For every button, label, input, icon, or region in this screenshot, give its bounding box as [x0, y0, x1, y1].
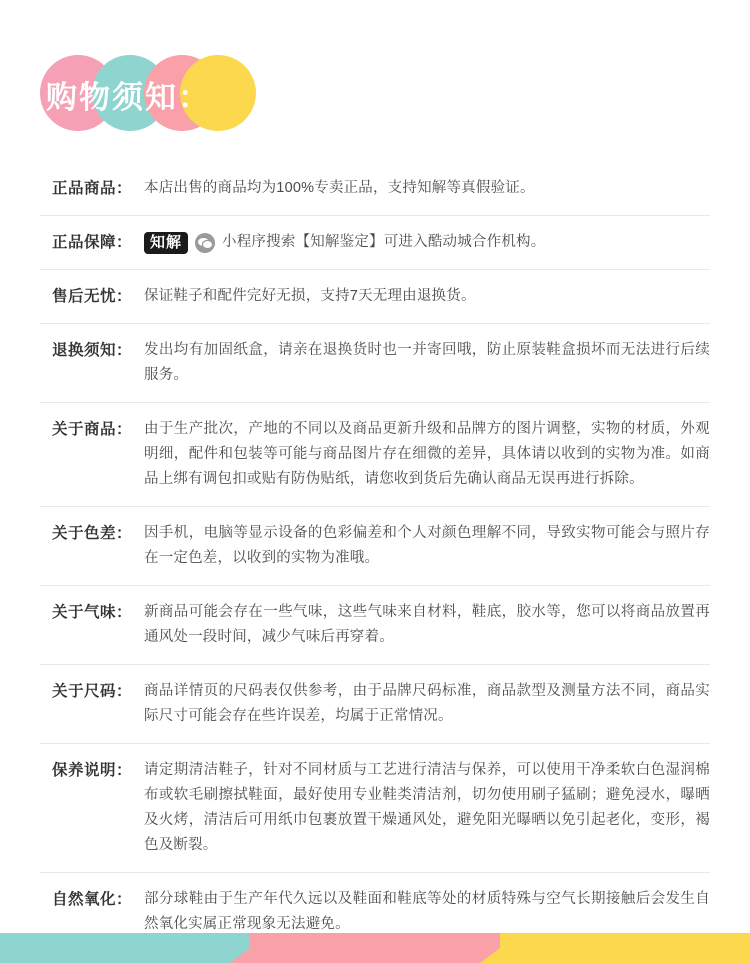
footer-teal-segment: [0, 933, 250, 963]
notice-row: [40, 324, 710, 403]
zhijie-logo-badge: 知解: [144, 232, 188, 254]
notice-text: 本店出售的商品均为100%专卖正品，支持知解等真假验证。: [144, 180, 535, 196]
notice-row: [40, 665, 710, 744]
notice-text: 保证鞋子和配件完好无损，支持7天无理由退换货。: [144, 288, 476, 304]
notice-label: 退换须知：: [51, 342, 132, 359]
notice-label: 关于商品：: [51, 421, 132, 438]
notice-text: 由于生产批次，产地的不同以及商品更新升级和品牌方的图片调整，实物的材质，外观明细，配件和包装等可能与商品图片存在细微的差异，具体请以收到的实物为准。如商品上绑有调包扣或贴有防伪贴纸，请您收到货后先确认商品无误再进行拆除。: [144, 421, 710, 487]
notice-row: [40, 586, 710, 665]
notice-row: [40, 216, 710, 270]
notice-text: 请定期清洁鞋子，针对不同材质与工艺进行清洁与保养，可以使用干净柔软白色湿润棉布或软毛刷擦拭鞋面，最好使用专业鞋类清洁剂，切勿使用刷子猛刷；避免浸水，曝晒及火烤，清洁后可用纸巾包裹放置干燥通风处，避免阳光曝晒以免引起老化，变形，褐色及断裂。: [144, 762, 710, 853]
notice-label: 关于色差：: [51, 525, 132, 542]
notice-label: 关于尺码：: [51, 683, 132, 700]
badge-line: [144, 230, 710, 255]
notice-text: 因手机，电脑等显示设备的色彩偏差和个人对颜色理解不同，导致实物可能会与照片存在一定色差，以收到的实物为准哦。: [144, 525, 710, 566]
notice-text: 小程序搜索【知解鉴定】可进入酷动城合作机构。: [222, 234, 546, 250]
notice-label: 关于气味：: [51, 604, 132, 621]
notice-row: [40, 744, 710, 873]
notice-text-with-badge: [132, 230, 710, 255]
notice-text: 部分球鞋由于生产年代久远以及鞋面和鞋底等处的材质特殊与空气长期接触后会发生自然氧化实属正常现象无法避免。: [144, 891, 710, 932]
notice-row: [40, 162, 710, 216]
notice-row: [40, 270, 710, 324]
notice-label: 售后无忧：: [51, 288, 132, 305]
footer-wedge-one: [230, 933, 270, 963]
page-header: [40, 0, 750, 150]
notice-list: [40, 162, 710, 951]
footer-pink-segment: [250, 933, 500, 963]
notice-label: 正品保障：: [51, 234, 132, 251]
notice-row: [40, 507, 710, 586]
page-title: 购物须知：: [46, 80, 211, 115]
notice-text: 发出均有加固纸盒，请亲在退换货时也一并寄回哦，防止原装鞋盒损坏而无法进行后续服务。: [144, 342, 710, 383]
notice-text: 新商品可能会存在一些气味，这些气味来自材料，鞋底，胶水等，您可以将商品放置再通风处一段时间，减少气味后再穿着。: [144, 604, 710, 645]
wechat-icon: [195, 233, 215, 253]
notice-row: [40, 403, 710, 507]
footer-yellow-segment: [500, 933, 750, 963]
notice-text: 商品详情页的尺码表仅供参考，由于品牌尺码标准，商品款型及测量方法不同，商品实际尺寸可能会存在些许误差，均属于正常情况。: [144, 683, 710, 724]
notice-label: 正品商品：: [51, 180, 132, 197]
footer-wedge-two: [480, 933, 520, 963]
footer-color-bar: [0, 933, 750, 963]
notice-label: 自然氧化：: [51, 891, 132, 908]
notice-label: 保养说明：: [51, 762, 132, 779]
